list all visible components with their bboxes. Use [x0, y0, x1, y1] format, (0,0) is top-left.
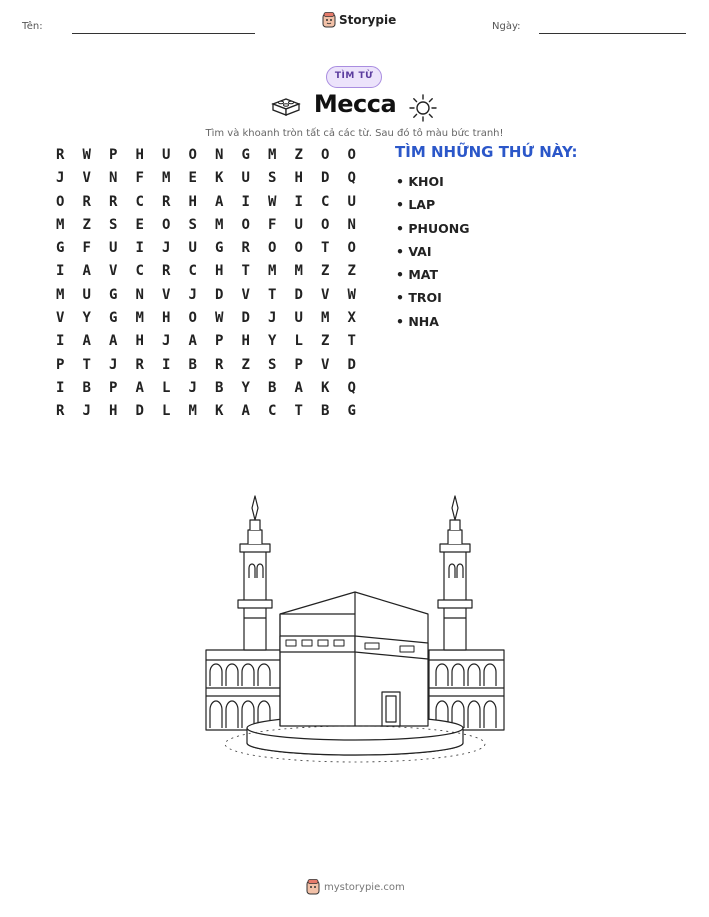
- word-list-title: TÌM NHỮNG THỨ NÀY:: [395, 143, 578, 161]
- grid-letter[interactable]: Z: [347, 263, 356, 280]
- word-search-grid[interactable]: [47, 144, 365, 424]
- grid-letter[interactable]: T: [82, 356, 91, 373]
- grid-letter[interactable]: O: [162, 216, 171, 233]
- grid-letter[interactable]: Z: [321, 333, 330, 350]
- grid-letter[interactable]: E: [135, 216, 144, 233]
- grid-letter[interactable]: K: [321, 379, 330, 396]
- grid-letter[interactable]: H: [188, 193, 197, 210]
- grid-letter[interactable]: A: [82, 333, 91, 350]
- grid-letter[interactable]: G: [241, 147, 250, 163]
- grid-letter[interactable]: G: [56, 240, 65, 257]
- grid-letter[interactable]: F: [82, 240, 91, 257]
- grid-letter[interactable]: A: [294, 379, 303, 396]
- grid-letter[interactable]: D: [135, 403, 144, 420]
- grid-letter[interactable]: N: [215, 147, 224, 163]
- grid-letter[interactable]: U: [109, 240, 118, 257]
- grid-letter[interactable]: C: [188, 263, 197, 280]
- grid-letter[interactable]: V: [321, 286, 330, 303]
- grid-letter[interactable]: N: [347, 216, 356, 233]
- name-label: Tên:: [22, 21, 43, 32]
- grid-letter[interactable]: P: [215, 333, 224, 350]
- grid-letter[interactable]: I: [135, 240, 144, 257]
- grid-letter[interactable]: W: [268, 193, 277, 210]
- grid-letter[interactable]: D: [347, 356, 356, 373]
- word-item: • VAI: [396, 243, 432, 259]
- brand-name: Storypie: [339, 13, 397, 27]
- grid-letter[interactable]: U: [347, 193, 356, 210]
- grid-letter[interactable]: K: [215, 403, 224, 420]
- grid-letter[interactable]: A: [135, 379, 144, 396]
- grid-letter[interactable]: H: [135, 333, 144, 350]
- grid-letter[interactable]: U: [241, 170, 250, 187]
- footer: [306, 879, 405, 895]
- grid-letter[interactable]: G: [215, 240, 224, 257]
- grid-letter[interactable]: M: [294, 263, 303, 280]
- grid-letter[interactable]: U: [294, 310, 303, 327]
- grid-letter[interactable]: S: [268, 356, 277, 373]
- grid-letter[interactable]: O: [241, 216, 250, 233]
- grid-letter[interactable]: R: [56, 147, 65, 163]
- grid-letter[interactable]: D: [241, 310, 250, 327]
- word-item: • NHA: [396, 313, 439, 329]
- grid-letter[interactable]: P: [294, 356, 303, 373]
- grid-letter[interactable]: R: [109, 193, 118, 210]
- grid-letter[interactable]: H: [241, 333, 250, 350]
- grid-row: [47, 400, 365, 423]
- grid-letter[interactable]: C: [321, 193, 330, 210]
- instructions: Tìm và khoanh tròn tất cả các từ. Sau đó tô màu bức tranh!: [205, 128, 504, 139]
- grid-letter[interactable]: M: [215, 216, 224, 233]
- grid-letter[interactable]: Z: [321, 263, 330, 280]
- word-item: • PHUONG: [396, 220, 470, 236]
- grid-letter[interactable]: Q: [347, 379, 356, 396]
- grid-letter[interactable]: E: [188, 170, 197, 187]
- grid-letter[interactable]: H: [162, 310, 171, 327]
- grid-letter[interactable]: M: [321, 310, 330, 327]
- grid-row: [47, 191, 365, 214]
- grid-letter[interactable]: H: [135, 147, 144, 163]
- grid-letter[interactable]: T: [321, 240, 330, 257]
- grid-letter[interactable]: M: [162, 170, 171, 187]
- grid-letter[interactable]: I: [56, 263, 65, 280]
- grid-letter[interactable]: P: [56, 356, 65, 373]
- grid-letter[interactable]: C: [135, 263, 144, 280]
- grid-letter[interactable]: Z: [241, 356, 250, 373]
- grid-letter[interactable]: I: [162, 356, 171, 373]
- grid-letter[interactable]: C: [268, 403, 277, 420]
- grid-letter[interactable]: R: [162, 193, 171, 210]
- grid-letter[interactable]: G: [347, 403, 356, 420]
- grid-row: [47, 167, 365, 190]
- grid-letter[interactable]: A: [82, 263, 91, 280]
- grid-letter[interactable]: R: [56, 403, 65, 420]
- grid-letter[interactable]: W: [82, 147, 91, 163]
- grid-letter[interactable]: I: [294, 193, 303, 210]
- grid-letter[interactable]: D: [321, 170, 330, 187]
- grid-letter[interactable]: N: [109, 170, 118, 187]
- grid-letter[interactable]: L: [294, 333, 303, 350]
- grid-letter[interactable]: A: [109, 333, 118, 350]
- grid-letter[interactable]: O: [321, 216, 330, 233]
- grid-letter[interactable]: O: [268, 240, 277, 257]
- grid-letter[interactable]: J: [188, 379, 197, 396]
- grid-letter[interactable]: F: [135, 170, 144, 187]
- date-label: Ngày:: [492, 21, 521, 32]
- grid-letter[interactable]: Z: [294, 147, 303, 163]
- grid-letter[interactable]: O: [188, 310, 197, 327]
- grid-letter[interactable]: H: [109, 403, 118, 420]
- grid-letter[interactable]: V: [241, 286, 250, 303]
- grid-letter[interactable]: J: [188, 286, 197, 303]
- grid-letter[interactable]: Y: [241, 379, 250, 396]
- word-item: • TROI: [396, 290, 442, 306]
- name-line[interactable]: [72, 33, 255, 34]
- grid-row: [47, 144, 365, 167]
- grid-letter[interactable]: J: [82, 403, 91, 420]
- grid-letter[interactable]: V: [56, 310, 65, 327]
- grid-letter[interactable]: H: [215, 263, 224, 280]
- grid-letter[interactable]: K: [215, 170, 224, 187]
- grid-letter[interactable]: V: [82, 170, 91, 187]
- grid-letter[interactable]: I: [56, 379, 65, 396]
- grid-letter[interactable]: M: [268, 147, 277, 163]
- grid-letter[interactable]: P: [109, 379, 118, 396]
- grid-letter[interactable]: I: [56, 333, 65, 350]
- grid-letter[interactable]: S: [188, 216, 197, 233]
- grid-letter[interactable]: M: [188, 403, 197, 420]
- storypie-mascot-icon: [306, 879, 320, 895]
- footer-url[interactable]: mystorypie.com: [324, 881, 405, 893]
- grid-letter[interactable]: D: [215, 286, 224, 303]
- grid-letter[interactable]: O: [56, 193, 65, 210]
- grid-letter[interactable]: N: [135, 286, 144, 303]
- word-list: [396, 170, 469, 333]
- grid-letter[interactable]: U: [294, 216, 303, 233]
- grid-letter[interactable]: J: [162, 333, 171, 350]
- grid-letter[interactable]: F: [268, 216, 277, 233]
- word-item: • LAP: [396, 197, 436, 213]
- grid-letter[interactable]: B: [82, 379, 91, 396]
- grid-row: [47, 307, 365, 330]
- grid-letter[interactable]: P: [109, 147, 118, 163]
- grid-letter[interactable]: I: [241, 193, 250, 210]
- grid-letter[interactable]: O: [347, 147, 356, 163]
- grid-letter[interactable]: Y: [82, 310, 91, 327]
- grid-letter[interactable]: A: [241, 403, 250, 420]
- brand-logo: [322, 12, 396, 28]
- grid-letter[interactable]: V: [162, 286, 171, 303]
- grid-row: [47, 214, 365, 237]
- grid-letter[interactable]: U: [162, 147, 171, 163]
- sun-icon: [408, 93, 438, 123]
- kaaba-mosque-illustration: [200, 488, 510, 773]
- word-item: • MAT: [396, 267, 439, 283]
- grid-letter[interactable]: J: [56, 170, 65, 187]
- date-line[interactable]: [539, 33, 686, 34]
- grid-letter[interactable]: S: [109, 216, 118, 233]
- grid-letter[interactable]: T: [294, 403, 303, 420]
- grid-letter[interactable]: V: [321, 356, 330, 373]
- grid-letter[interactable]: C: [135, 193, 144, 210]
- activity-badge: TÌM TỪ: [326, 66, 382, 88]
- grid-row: [47, 284, 365, 307]
- grid-letter[interactable]: R: [135, 356, 144, 373]
- grid-letter[interactable]: M: [56, 286, 65, 303]
- grid-letter[interactable]: B: [188, 356, 197, 373]
- grid-letter[interactable]: T: [241, 263, 250, 280]
- grid-letter[interactable]: B: [268, 379, 277, 396]
- grid-letter[interactable]: J: [268, 310, 277, 327]
- lego-brick-icon: [270, 95, 302, 117]
- grid-letter[interactable]: O: [294, 240, 303, 257]
- storypie-mascot-icon: [322, 12, 336, 28]
- page-title: Mecca: [313, 90, 397, 118]
- grid-letter[interactable]: Z: [82, 216, 91, 233]
- grid-letter[interactable]: H: [294, 170, 303, 187]
- grid-letter[interactable]: B: [215, 379, 224, 396]
- grid-letter[interactable]: J: [109, 356, 118, 373]
- grid-letter[interactable]: D: [294, 286, 303, 303]
- grid-letter[interactable]: R: [215, 356, 224, 373]
- grid-letter[interactable]: A: [188, 333, 197, 350]
- grid-letter[interactable]: U: [82, 286, 91, 303]
- grid-letter[interactable]: R: [82, 193, 91, 210]
- grid-letter[interactable]: M: [135, 310, 144, 327]
- grid-letter[interactable]: T: [268, 286, 277, 303]
- grid-letter[interactable]: M: [56, 216, 65, 233]
- grid-letter[interactable]: S: [268, 170, 277, 187]
- grid-letter[interactable]: G: [109, 310, 118, 327]
- grid-letter[interactable]: O: [188, 147, 197, 163]
- word-item: • KHOI: [396, 174, 444, 189]
- grid-letter[interactable]: B: [321, 403, 330, 420]
- grid-row: [47, 354, 365, 377]
- grid-row: [47, 330, 365, 353]
- grid-letter[interactable]: T: [347, 333, 356, 350]
- grid-letter[interactable]: L: [162, 379, 171, 396]
- grid-letter[interactable]: R: [241, 240, 250, 257]
- grid-letter[interactable]: Q: [347, 170, 356, 187]
- grid-letter[interactable]: L: [162, 403, 171, 420]
- grid-letter[interactable]: O: [321, 147, 330, 163]
- grid-letter[interactable]: G: [109, 286, 118, 303]
- grid-row: [47, 377, 365, 400]
- grid-letter[interactable]: A: [215, 193, 224, 210]
- grid-letter[interactable]: W: [347, 286, 356, 303]
- grid-letter[interactable]: O: [347, 240, 356, 257]
- grid-letter[interactable]: R: [162, 263, 171, 280]
- grid-letter[interactable]: J: [162, 240, 171, 257]
- grid-row: [47, 260, 365, 283]
- grid-letter[interactable]: Y: [268, 333, 277, 350]
- grid-letter[interactable]: W: [215, 310, 224, 327]
- grid-row: [47, 237, 365, 260]
- grid-letter[interactable]: U: [188, 240, 197, 257]
- grid-letter[interactable]: M: [268, 263, 277, 280]
- grid-letter[interactable]: X: [347, 310, 356, 327]
- grid-letter[interactable]: V: [109, 263, 118, 280]
